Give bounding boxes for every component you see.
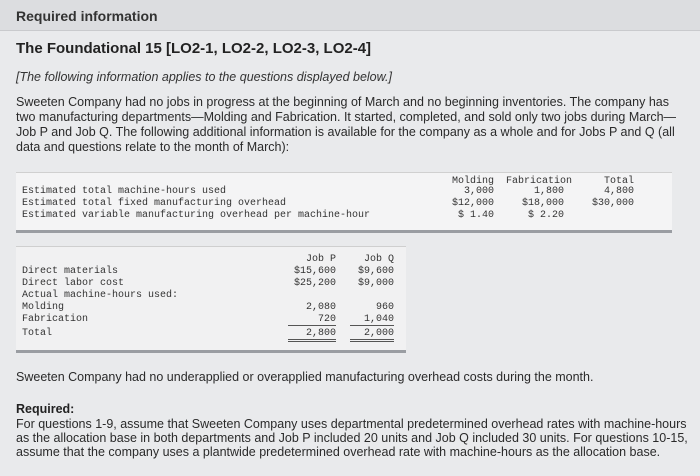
problem-intro: Sweeten Company had no jobs in progress at the beginning of March and no beginning inventories. The company has two manufacturing departments—Molding and Fabrication. It started, completed, and sold only two jobs during March—Job P and Job Q. The following additional information is available for the company as a whole and for Jobs P and Q (all data and questions relate to the month of March): <box>16 95 677 154</box>
estimates-row-label: Estimated total machine-hours used <box>22 186 227 197</box>
required-information-header <box>0 0 700 31</box>
estimates-row-label: Estimated variable manufacturing overhead per machine-hour <box>22 210 371 221</box>
jobs-cell: $25,200 <box>293 278 336 289</box>
estimates-table <box>16 172 672 233</box>
estimates-cell: $18,000 <box>521 198 564 209</box>
header-job-p: Job P <box>305 254 336 265</box>
summary-text: Sweeten Company had no underapplied or overapplied manufacturing overhead costs during the month. <box>16 370 594 384</box>
estimates-cell: $12,000 <box>451 198 494 209</box>
header-job-q: Job Q <box>363 254 394 265</box>
estimates-row-label: Estimated total fixed manufacturing overhead <box>22 198 287 209</box>
estimates-cell: 4,800 <box>603 186 634 197</box>
header-label: Required information <box>16 8 158 24</box>
required-text: For questions 1-9, assume that Sweeten Company uses departmental predetermined overhead rates with machine-hours as the allocation base in both departments and Job P included 20 units and Job Q included 30 units. For questions 10-15, assume that the company uses a plantwide predetermined overhead rate with machine-hours as the allocation base. <box>16 417 688 459</box>
jobs-row-label: Direct labor cost <box>22 278 125 289</box>
jobs-cell: 720 <box>288 314 336 326</box>
jobs-cell: 2,800 <box>288 328 336 342</box>
jobs-cell: 2,000 <box>350 328 394 342</box>
jobs-row-label: Total <box>22 328 53 339</box>
jobs-row-label: Actual machine-hours used: <box>22 290 179 301</box>
header-total: Total <box>603 176 634 187</box>
jobs-row-label: Direct materials <box>22 266 119 277</box>
table-divider <box>16 350 406 353</box>
jobs-row-label: Molding <box>22 302 65 313</box>
estimates-cell: $ 1.40 <box>457 210 494 221</box>
jobs-cell: $9,600 <box>357 266 394 277</box>
jobs-cell: 2,080 <box>305 302 336 313</box>
jobs-cell: 1,040 <box>350 314 394 326</box>
required-title: Required: <box>16 402 75 416</box>
table-divider <box>16 230 672 233</box>
jobs-row-label: Fabrication <box>22 314 89 325</box>
estimates-cell: $ 2.20 <box>527 210 564 221</box>
problem-note: [The following information applies to the questions displayed below.] <box>16 70 392 84</box>
header-fabrication: Fabrication <box>505 176 572 187</box>
jobs-cell: 960 <box>375 302 394 313</box>
problem-title: The Foundational 15 [LO2-1, LO2-2, LO2-3, LO2-4] <box>16 40 372 57</box>
estimates-cell: 3,000 <box>463 186 494 197</box>
estimates-cell: 1,800 <box>533 186 564 197</box>
jobs-cell: $15,600 <box>293 266 336 277</box>
jobs-table <box>16 246 406 353</box>
jobs-cell: $9,000 <box>357 278 394 289</box>
header-molding: Molding <box>451 176 494 187</box>
estimates-cell: $30,000 <box>591 198 634 209</box>
